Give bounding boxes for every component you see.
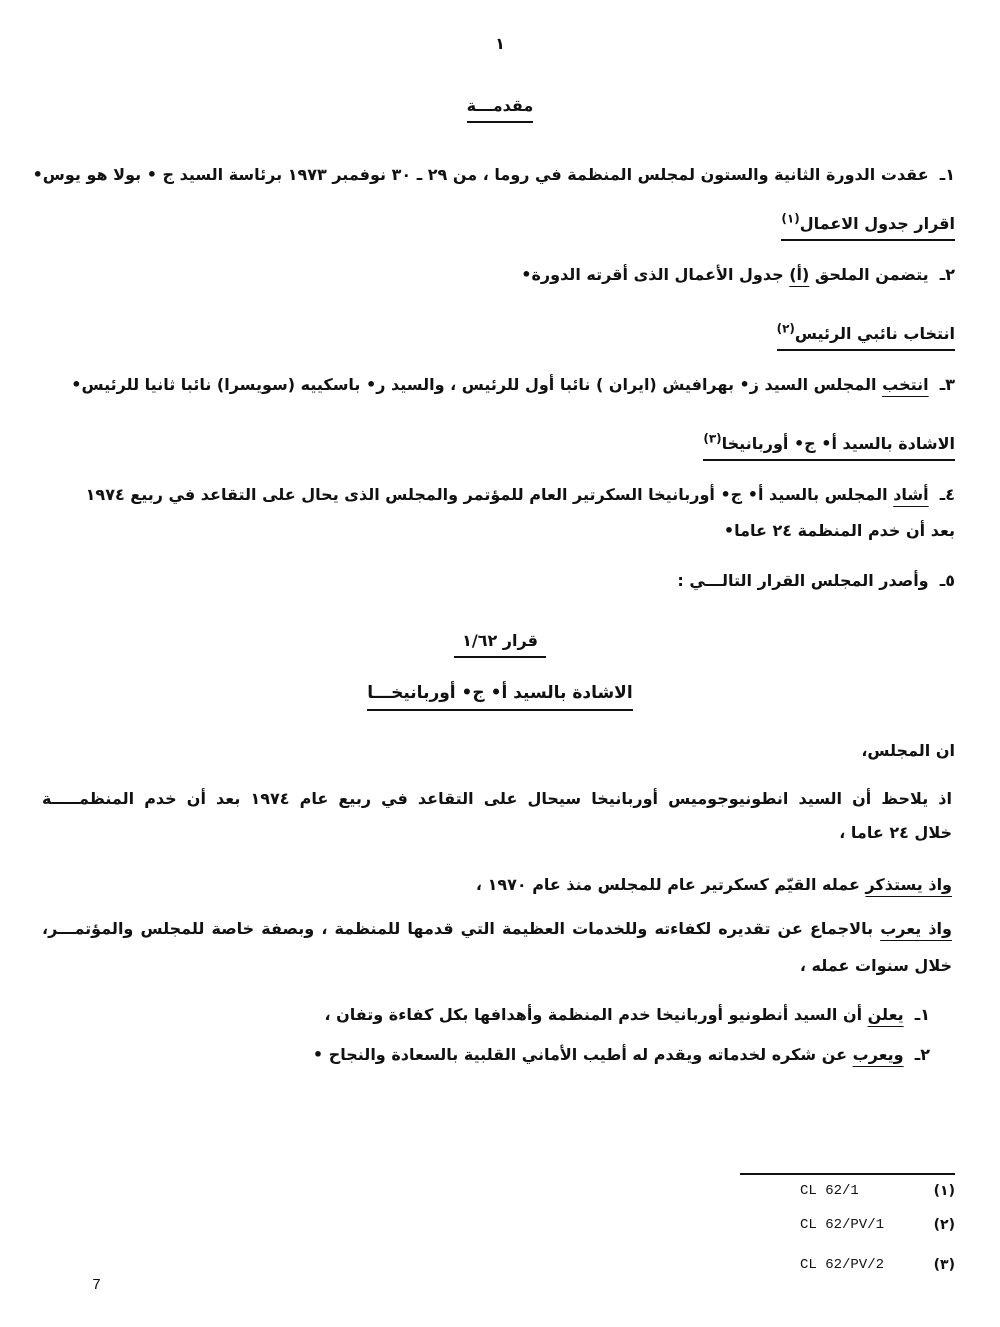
footnote-3 — [800, 1257, 955, 1273]
para-keyword: أشاد — [893, 485, 929, 504]
paragraph-2 — [521, 264, 955, 286]
paragraph-3 — [71, 374, 955, 396]
resolution-number-text: قرار ١/٦٢ — [454, 631, 546, 658]
footnote-ref-code: CL 62/PV/1 — [800, 1217, 885, 1233]
footnote-number: (١) — [933, 1183, 955, 1199]
preamble-1-line-2: خلال ٢٤ عاما ، — [839, 823, 952, 842]
operative-keyword: يعلن — [867, 1005, 904, 1024]
operative-2 — [313, 1044, 930, 1066]
preamble-2 — [476, 874, 952, 896]
preamble-1: اذ يلاحظ أن السيد انطونيوجوميس أوربانيخا سيحال على التقاعد في ربيع عام ١٩٧٤ بعد أن خدم المنظمـــــة — [42, 789, 953, 808]
footnote-ref: (٣) — [703, 432, 722, 446]
operative-text: عن شكره لخدماته ويقدم له أطيب الأماني القلبية بالسعادة والنجاح • — [312, 1045, 848, 1064]
para-number: ١ـ — [914, 1005, 930, 1024]
para-number: ٤ـ — [939, 485, 955, 504]
operative-text: أن السيد أنطونيو أوربانيخا خدم المنظمة وأهدافها بكل كفاءة وتفان ، — [324, 1005, 863, 1024]
para-number: ٢ـ — [939, 265, 955, 284]
para-number: ٣ـ — [939, 375, 955, 394]
heading-vice-chairmen — [777, 318, 955, 345]
para-text: وأصدر المجلس القرار التالـــي : — [677, 571, 929, 590]
para-text: المجلس بالسيد أ• ج• أوربانيخا السكرتير العام للمؤتمر والمجلس الذى يحال على التقاعد في ربيع ١٩٧٤ — [85, 485, 888, 504]
paragraph-1 — [33, 164, 955, 186]
para-text: يتضمن الملحق — [814, 265, 929, 284]
para-text: عقدت الدورة الثانية والستون لمجلس المنظمة في روما ، من ٢٩ ـ ٣٠ نوفمبر ١٩٧٣ برئاسة السيد ج • بولا هو يوس• — [32, 165, 929, 184]
paragraph-5 — [677, 570, 955, 592]
resolution-intro: ان المجلس، — [861, 741, 955, 760]
preamble-keyword: واذ يعرب — [880, 919, 952, 938]
heading-text: اقرار جدول الاعمال — [799, 214, 955, 234]
para-text: المجلس السيد ز• بهرافيش (ايران ) نائبا أول للرئيس ، والسيد ر• باسكييه (سويسرا) نائبا ثانيا للرئيس• — [71, 375, 877, 394]
para-number: ٥ـ — [939, 571, 955, 590]
paragraph-4-line-2: بعد أن خدم المنظمة ٢٤ عاما• — [723, 521, 955, 540]
heading-text: الاشادة بالسيد أ• ج• أوربانيخا — [721, 434, 955, 454]
footnote-ref: (٢) — [776, 322, 795, 336]
preamble-3-line-2: خلال سنوات عمله ، — [799, 956, 952, 975]
para-number: ٢ـ — [914, 1045, 930, 1064]
footnote-ref-code: CL 62/1 — [800, 1183, 859, 1199]
preamble-text: عمله القيّم كسكرتير عام للمجلس منذ عام ١٩٧٠ ، — [475, 875, 860, 894]
paragraph-4 — [86, 484, 955, 506]
footnote-1 — [800, 1183, 955, 1199]
preamble-keyword: واذ يستذكر — [865, 875, 952, 894]
heading-tribute — [703, 428, 955, 455]
resolution-title-text: الاشادة بالسيد أ• ج• أوربانيخـــا — [367, 683, 632, 711]
footnote-ref: (١) — [781, 212, 800, 226]
resolution-title — [0, 682, 1000, 704]
resolution-number — [0, 630, 1000, 652]
footnote-number: (٣) — [933, 1257, 955, 1273]
footnote-number: (٢) — [933, 1217, 955, 1233]
para-text: جدول الأعمال الذى أقرته الدورة• — [521, 265, 784, 284]
para-number: ١ـ — [939, 165, 955, 184]
heading-text: انتخاب نائبي الرئيس — [794, 324, 955, 344]
footnote-divider — [740, 1173, 955, 1175]
intro-title — [0, 95, 1000, 117]
para-keyword: انتخب — [882, 375, 929, 394]
preamble-text: بالاجماع عن تقديره لكفاءته وللخدمات العظيمة التي قدمها للمنظمة ، وبصفة خاصة للمجلس والمؤتمـــر، — [42, 919, 874, 938]
annex-ref: (أ) — [789, 265, 810, 284]
page-number-bottom: 7 — [92, 1277, 102, 1294]
preamble-3 — [42, 918, 952, 940]
operative-1 — [324, 1004, 930, 1026]
footnote-ref-code: CL 62/PV/2 — [800, 1257, 885, 1273]
page-number-top: ١ — [495, 34, 505, 53]
footnote-2 — [800, 1217, 955, 1233]
operative-keyword: ويعرب — [852, 1045, 904, 1064]
heading-agenda — [781, 208, 955, 235]
intro-title-text: مقدمـــة — [467, 96, 534, 123]
